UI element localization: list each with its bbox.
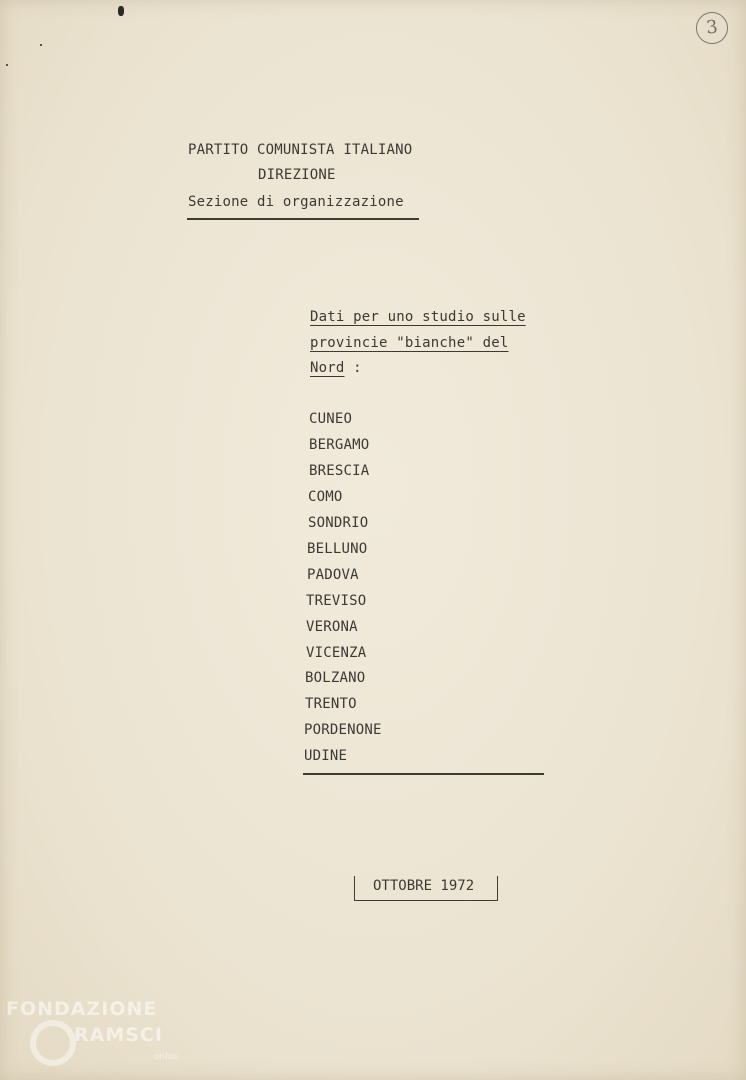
list-item: SONDRIO bbox=[308, 515, 369, 531]
title-line-1: Dati per uno studio sulle bbox=[310, 309, 526, 325]
list-underline bbox=[303, 773, 544, 775]
list-item: BERGAMO bbox=[309, 437, 370, 453]
list-item: TREVISO bbox=[306, 593, 367, 609]
circled-page-number: 3 bbox=[694, 10, 729, 45]
watermark-g-logo-icon bbox=[30, 1020, 76, 1066]
list-item: BOLZANO bbox=[305, 670, 366, 686]
list-item: BELLUNO bbox=[307, 541, 368, 557]
list-item: UDINE bbox=[304, 748, 348, 764]
watermark-line-2: RAMSCI bbox=[74, 1024, 163, 1046]
section-label: Sezione di organizzazione bbox=[188, 194, 404, 210]
fondazione-gramsci-watermark bbox=[6, 998, 196, 1078]
document-date: OTTOBRE 1972 bbox=[373, 878, 475, 894]
list-item: PADOVA bbox=[307, 567, 359, 583]
list-item: VERONA bbox=[306, 619, 358, 635]
letterhead-underline bbox=[187, 218, 419, 220]
title-word-nord: Nord bbox=[310, 360, 345, 376]
list-item: CUNEO bbox=[309, 411, 353, 427]
watermark-suffix: onlus bbox=[154, 1052, 179, 1062]
watermark-line-1: FONDAZIONE bbox=[6, 998, 158, 1020]
list-item: TRENTO bbox=[305, 696, 357, 712]
list-item: COMO bbox=[308, 489, 343, 505]
list-item: BRESCIA bbox=[309, 463, 370, 479]
list-item: PORDENONE bbox=[304, 722, 382, 738]
list-item: VICENZA bbox=[306, 645, 367, 661]
direzione-label: DIREZIONE bbox=[258, 167, 336, 183]
date-box bbox=[354, 876, 498, 901]
title-line-2: provincie "bianche" del bbox=[310, 335, 509, 351]
party-name: PARTITO COMUNISTA ITALIANO bbox=[188, 142, 413, 158]
title-colon: : bbox=[344, 360, 362, 376]
title-line-3 bbox=[310, 360, 362, 376]
